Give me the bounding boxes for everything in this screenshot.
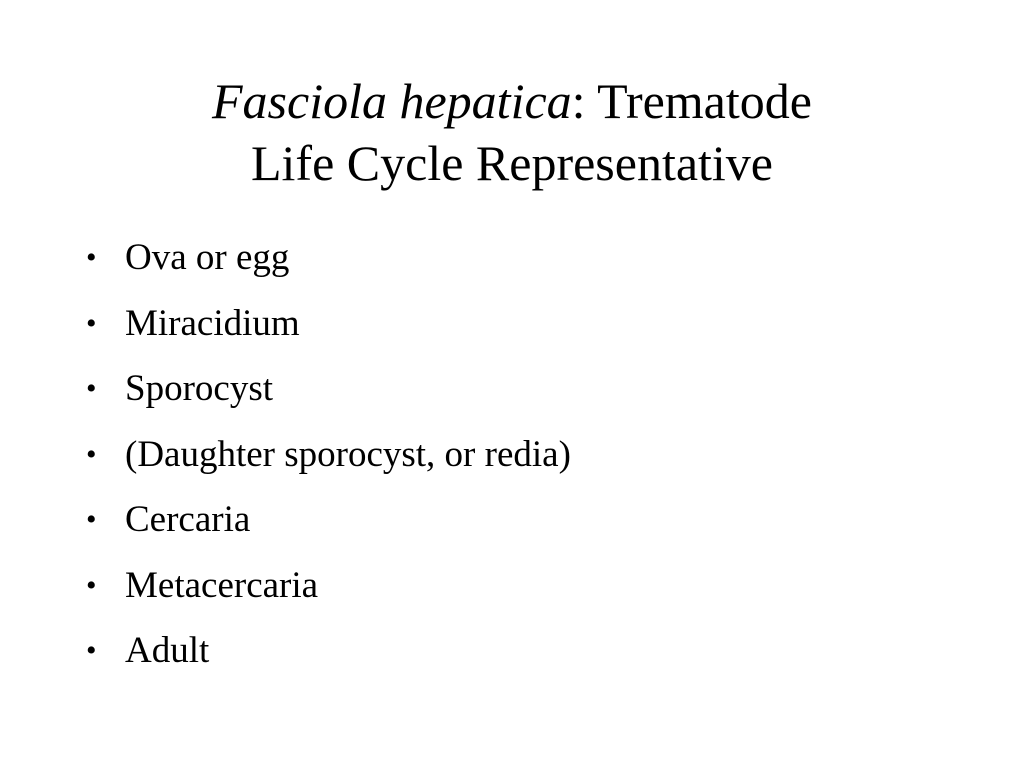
bullet-text: Ova or egg (125, 237, 290, 278)
bullet-icon: • (86, 437, 97, 471)
slide-title (0, 70, 1024, 194)
bullet-item-sporocyst (86, 361, 571, 427)
bullet-text: Miracidium (125, 302, 300, 344)
title-line-1-rest: : Trematode (571, 73, 812, 129)
bullet-icon: • (86, 568, 97, 602)
bullet-icon: • (86, 634, 97, 667)
bullet-text: Sporocyst (125, 368, 273, 409)
bullet-item-metacercaria (86, 558, 571, 624)
bullet-item-miracidium (86, 296, 571, 362)
bullet-item-daughter-sporocyst (86, 427, 571, 493)
bullet-text: Metacercaria (125, 564, 319, 606)
title-line-2: Life Cycle Representative (251, 135, 773, 191)
bullet-item-cercaria (86, 492, 571, 558)
bullet-icon: • (86, 372, 97, 405)
bullet-icon: • (86, 306, 97, 340)
title-species-name: Fasciola hepatica (212, 73, 572, 129)
bullet-icon: • (86, 241, 97, 274)
bullet-text: (Daughter sporocyst, or redia) (125, 433, 571, 475)
bullet-text: Cercaria (125, 499, 251, 540)
bullet-item-adult (86, 623, 571, 689)
bullet-item-ova (86, 230, 571, 296)
title-line-1 (0, 70, 1024, 132)
bullet-icon: • (86, 503, 97, 536)
bullet-text: Adult (125, 630, 210, 671)
bullet-list (86, 230, 571, 689)
